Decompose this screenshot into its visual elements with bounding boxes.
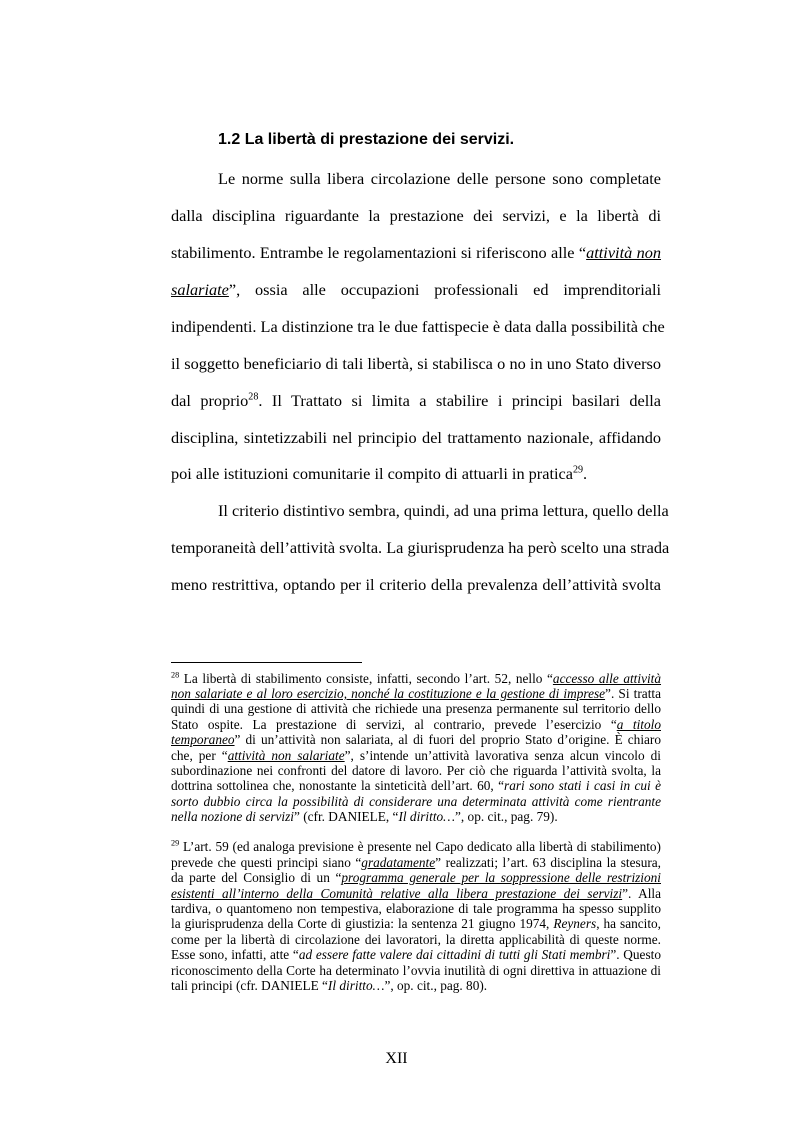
body-line: indipendenti. La distinzione tra le due fattispecie è data dalla possibilità che <box>171 317 665 336</box>
footnote-29-line: $^{29}$ L’art. 59 (ed analoga previsione è presente nel Capo dedicato alla libertà di stabilimento) <box>171 838 661 854</box>
footnote-29-line: come per la libertà di circolazione dei lavoratori, la diretta applicabilità di queste norme. <box>171 932 661 947</box>
footnote-29-line: riconoscimento della Corte ha determinato l’ovvia inutilità di ogni direttiva in attuazione di <box>171 963 661 978</box>
body-line: dal proprio$^{28}$. Il Trattato si limita a stabilire i principi basilari della <box>171 391 662 410</box>
footnote-separator <box>171 662 362 663</box>
footnote-28-line: subordinazione nei confronti del datore di lavoro. Per ciò che riguarda l’attività svolta, la <box>171 763 661 778</box>
footnote-29-line: Esse sono, infatti, atte “ad essere fatte valere dai cittadini di tutti gli Stati membri”. Questo <box>171 947 661 962</box>
footnote-ref: 29 <box>572 464 584 476</box>
emphasis-term: salariate <box>171 280 229 299</box>
emphasis-term: attività non <box>586 243 661 262</box>
footnote-28-line: non salariate e al loro esercizio, nonché la costituzione e la gestione di imprese”. Si tratta <box>171 686 661 701</box>
footnote-29-line: tardiva, o quantomeno non tempestiva, elaborazione di tale programma ha spesso supplito <box>171 901 661 916</box>
body-line: salariate”, ossia alle occupazioni professionali ed imprenditoriali <box>171 280 661 299</box>
footnote-28-line: sorto dubbio circa la possibilità di considerare una determinata attività come rientrante <box>171 794 661 809</box>
footnote-29-line: da parte del Consiglio di un “programma generale per la soppressione delle restrizioni <box>171 870 661 885</box>
footnote-28-line: dottrina sottolinea che, nonostante la sinteticità dell’art. 60, “rari sono stati i casi in cui è <box>171 778 661 793</box>
footnote-29-line: tali principi (cfr. DANIELE “Il diritto…”, op. cit., pag. 80). <box>171 978 488 993</box>
footnote-28-line: quindi di una gestione di attività che richiede una presenza permanente sul territorio dello <box>171 701 661 716</box>
footnote-marker: 29 <box>171 838 180 848</box>
footnote-28-line: $^{28}$ La libertà di stabilimento consiste, infatti, secondo l’art. 52, nello “accesso alle attività <box>171 670 662 686</box>
body-line: meno restrittiva, optando per il criterio della prevalenza dell’attività svolta <box>171 575 661 594</box>
footnote-28-line: Stato ospite. La prestazione di servizi, al contrario, prevede l’esercizio “a titolo <box>171 717 661 732</box>
section-heading: 1.2 La libertà di prestazione dei servizi. <box>218 131 515 148</box>
body-line: temporaneità dell’attività svolta. La giurisprudenza ha però scelto una strada <box>171 538 670 557</box>
body-line: stabilimento. Entrambe le regolamentazioni si riferiscono alle “attività non <box>171 243 661 262</box>
footnote-29-line: esistenti all’interno della Comunità relative alla libera prestazione dei servizi”. Alla <box>171 886 661 901</box>
page-number: XII <box>385 1050 408 1067</box>
body-line: Le norme sulla libera circolazione delle persone sono completate <box>218 169 661 188</box>
footnote-ref: 28 <box>248 391 259 403</box>
footnote-marker: 28 <box>171 670 180 680</box>
body-line: il soggetto beneficiario di tali libertà, si stabilisca o no in uno Stato diverso <box>171 354 661 373</box>
footnote-28-line: che, per “attività non salariate”, s’intende un’attività lavorativa senza alcun vincolo di <box>171 748 661 763</box>
body-line: disciplina, sintetizzabili nel principio del trattamento nazionale, affidando <box>171 428 661 447</box>
footnote-28-line: nella nozione di servizi” (cfr. DANIELE, “Il diritto…”, op. cit., pag. 79). <box>171 809 558 824</box>
footnote-28-line: temporaneo” di un’attività non salariata, al di fuori del proprio Stato d’origine. È chiaro <box>171 732 661 747</box>
body-line: poi alle istituzioni comunitarie il compito di attuarli in pratica$^{29}$. <box>171 464 588 483</box>
footnote-29-line: la giurisprudenza della Corte di giustizia: la sentenza 21 giugno 1974, Reyners, ha sancito, <box>171 916 662 931</box>
body-line: dalla disciplina riguardante la prestazione dei servizi, e la libertà di <box>171 206 661 225</box>
body-line: Il criterio distintivo sembra, quindi, ad una prima lettura, quello della <box>218 501 669 520</box>
footnote-29-line: prevede che questi principi siano “gradatamente” realizzati; l’art. 63 disciplina la stesura, <box>171 855 661 870</box>
